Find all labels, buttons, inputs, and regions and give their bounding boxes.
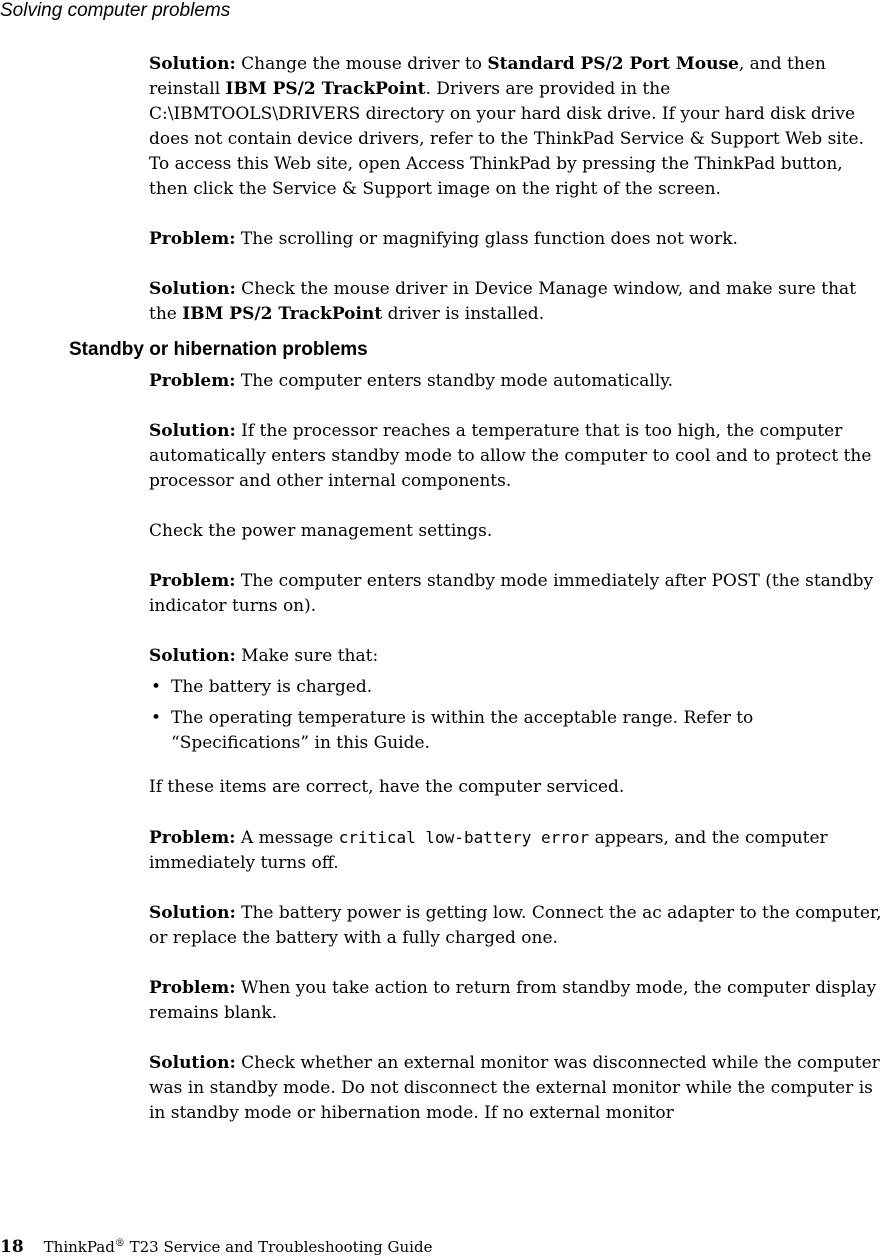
list-item-text: The battery is charged. bbox=[171, 677, 373, 697]
problem-label: Problem: bbox=[149, 229, 236, 249]
bullet-icon: • bbox=[151, 677, 162, 697]
solution-label: Solution: bbox=[149, 1053, 236, 1073]
problem-low-battery bbox=[149, 825, 884, 876]
text: Change the mouse driver to bbox=[235, 54, 488, 74]
text: , and then reinstall bbox=[149, 54, 826, 99]
solution-external-monitor bbox=[149, 1051, 884, 1126]
page-content bbox=[69, 52, 884, 1126]
list-item-text: The operating temperature is within the acceptable range. Refer to “Specifications” in this Guide. bbox=[171, 708, 754, 753]
footer-title: T23 Service and Troubleshooting Guide bbox=[124, 1238, 433, 1256]
problem-standby-post bbox=[149, 569, 884, 619]
text: . Drivers are provided in the C:\IBMTOOLS\DRIVERS directory on your hard disk drive. If your hard disk drive does not contain device drivers, refer to the ThinkPad Service & Support Web site. To access this Web site, open Access ThinkPad by pressing the ThinkPad button, then click the Service & Support image on the right of the screen. bbox=[149, 79, 865, 199]
section-heading: Standby or hibernation problems bbox=[69, 339, 368, 360]
page-footer bbox=[0, 1234, 432, 1257]
problem-display-blank bbox=[149, 976, 884, 1026]
solution-label: Solution: bbox=[149, 903, 236, 923]
solution-label: Solution: bbox=[149, 421, 236, 441]
text: The battery power is getting low. Connect the ac adapter to the computer, or replace the battery with a fully charged one. bbox=[149, 903, 882, 948]
checklist bbox=[149, 675, 884, 756]
bold-term: IBM PS/2 TrackPoint bbox=[182, 304, 383, 324]
problem-label: Problem: bbox=[149, 828, 236, 848]
text: appears, and the computer immediately turns off. bbox=[149, 828, 828, 873]
text: Check whether an external monitor was disconnected while the computer was in standby mode. Do not disconnect the external monitor while the computer is in standby mode or hibernation mode. If no external monitor bbox=[149, 1053, 880, 1123]
text: The scrolling or magnifying glass function does not work. bbox=[235, 229, 738, 249]
registered-mark: ® bbox=[114, 1238, 125, 1249]
solution-label: Solution: bbox=[149, 279, 236, 299]
text: The computer enters standby mode immediately after POST (the standby indicator turns on). bbox=[149, 571, 874, 616]
note-power-settings: Check the power management settings. bbox=[149, 521, 493, 541]
problem-scrolling bbox=[149, 227, 884, 252]
bold-term: IBM PS/2 TrackPoint bbox=[225, 79, 426, 99]
text: When you take action to return from standby mode, the computer display remains blank. bbox=[149, 978, 877, 1023]
list-item bbox=[149, 675, 884, 700]
problem-label: Problem: bbox=[149, 571, 236, 591]
text: Check the mouse driver in Device Manage window, and make sure that the bbox=[149, 279, 857, 324]
solution-battery-low bbox=[149, 901, 884, 951]
solution-mouse-driver bbox=[149, 52, 884, 202]
message-code: critical low-battery error bbox=[338, 828, 590, 847]
problem-label: Problem: bbox=[149, 978, 236, 998]
problem-label: Problem: bbox=[149, 371, 236, 391]
text: A message bbox=[235, 828, 339, 848]
page-number: 18 bbox=[0, 1237, 24, 1257]
bullet-icon: • bbox=[151, 708, 162, 728]
note-have-serviced: If these items are correct, have the computer serviced. bbox=[149, 777, 625, 797]
bold-term: Standard PS/2 Port Mouse bbox=[487, 54, 739, 74]
solution-label: Solution: bbox=[149, 646, 236, 666]
problem-standby-auto bbox=[149, 369, 884, 394]
text: The computer enters standby mode automatically. bbox=[235, 371, 674, 391]
text: Make sure that: bbox=[235, 646, 379, 666]
solution-make-sure bbox=[149, 644, 884, 669]
text: driver is installed. bbox=[382, 304, 545, 324]
list-item bbox=[149, 706, 884, 756]
solution-check-driver bbox=[149, 277, 884, 327]
footer-brand: ThinkPad bbox=[43, 1238, 115, 1256]
text: If the processor reaches a temperature that is too high, the computer automatically enters standby mode to allow the computer to cool and to protect the processor and other internal components. bbox=[149, 421, 872, 491]
solution-temperature bbox=[149, 419, 884, 494]
solution-label: Solution: bbox=[149, 54, 236, 74]
running-head: Solving computer problems bbox=[0, 0, 231, 21]
